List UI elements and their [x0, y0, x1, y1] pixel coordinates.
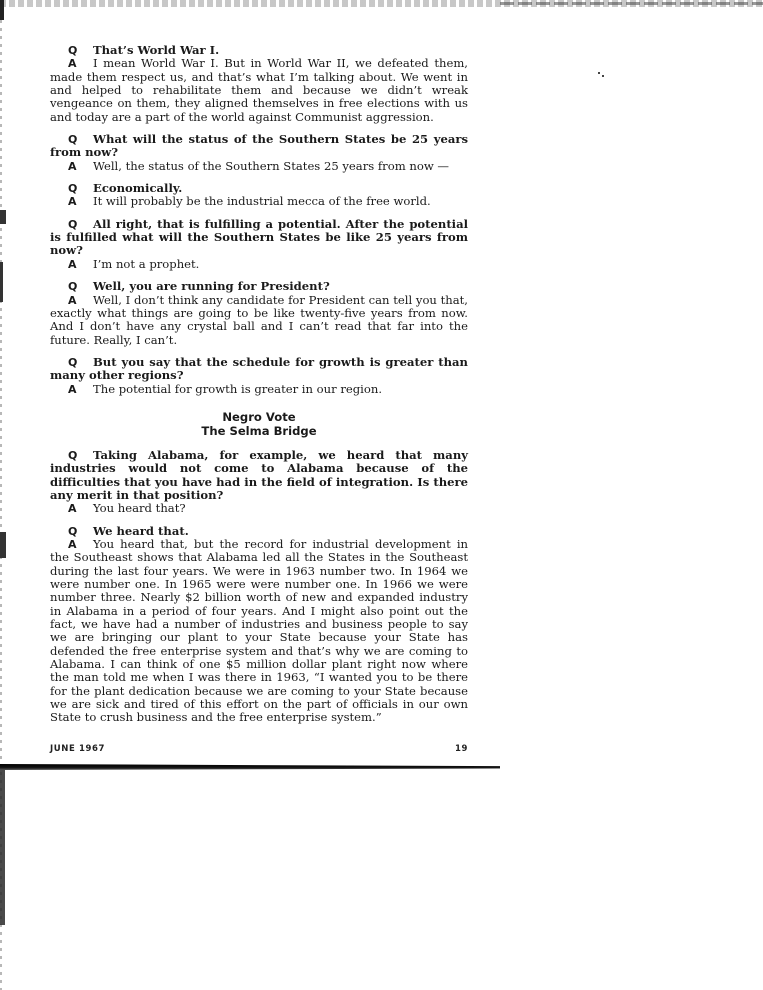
answer-marker: A	[68, 537, 77, 551]
qa-pair	[50, 356, 468, 396]
answer-paragraph	[50, 57, 468, 124]
answer-paragraph	[50, 502, 468, 515]
article-column	[50, 44, 468, 734]
question-marker: Q	[68, 524, 78, 538]
answer-text: You heard that, but the record for industrial development in the Southeast shows that Alabama led all the States in the Southeast during the last four years. We were in 1963 number two. In 1964 we were number one. In 1965 were were number one. In 1966 we were number three. Nearly $2 billion worth of new and expanded industry in Alabama in a period of four years. And I might also point out the fact, we have had a number of industries and business people to say we are bringing our plant to your State because your State has defended the free enterprise system and that’s why we are coming to Alabama. I can think of one $5 million dollar plant right now where the man told me when I was there in 1963, “I wanted you to be there for the plant dedication because we are coming to your State because we are sick and tired of this effort on the part of officials in our own State to crush business and the free enterprise system.”	[50, 536, 468, 725]
answer-text: I mean World War I. But in World War II, we defeated them, made them respect us, and that’s what I’m talking about. We went in and helped to rehabilitate them and because we didn’t wreak vengeance on them, they aligned themselves in free elections with us and today are a part of the world against Communist aggression.	[50, 56, 468, 124]
question-paragraph	[50, 44, 468, 57]
qa-pair	[50, 182, 468, 209]
question-paragraph	[50, 133, 468, 160]
scan-left-tick	[0, 532, 6, 558]
qa-pair	[50, 44, 468, 124]
answer-text: It will probably be the industrial mecca of the free world.	[93, 194, 431, 209]
question-paragraph	[50, 525, 468, 538]
question-marker: Q	[68, 280, 78, 294]
scan-left-tick	[0, 210, 6, 224]
scan-left-tick	[0, 262, 3, 302]
question-marker: Q	[68, 355, 78, 369]
issue-date: JUNE 1967	[50, 744, 106, 754]
section-heading	[50, 410, 468, 438]
answer-marker: A	[68, 195, 77, 209]
answer-text: Well, I don’t think any candidate for President can tell you that, exactly what things are going to be like twenty-five years from now. And I don’t have any crystal ball and I can’t read that far into the future. Really, I can’t.	[50, 292, 468, 347]
question-text: What will the status of the Southern States be 25 years from now?	[50, 132, 468, 160]
question-paragraph	[50, 218, 468, 258]
qa-pair	[50, 449, 468, 516]
scan-corner-mark	[0, 0, 4, 20]
answer-marker: A	[68, 502, 77, 516]
question-text: Well, you are running for President?	[93, 279, 330, 294]
question-text: But you say that the schedule for growth is greater than many other regions?	[50, 354, 468, 383]
question-text: All right, that is fulfilling a potential. After the potential is fulfilled what will the Southern States be like 25 years from now?	[50, 216, 468, 258]
answer-paragraph	[50, 258, 468, 271]
answer-text: The potential for growth is greater in our region.	[93, 381, 383, 396]
answer-paragraph	[50, 294, 468, 347]
question-paragraph	[50, 182, 468, 195]
page-bottom-rule	[0, 764, 500, 770]
answer-text: Well, the status of the Southern States 25 years from now —	[93, 158, 450, 173]
answer-text: You heard that?	[93, 501, 186, 516]
scan-speck	[598, 72, 604, 76]
answer-paragraph	[50, 538, 468, 725]
qa-pair	[50, 133, 468, 173]
question-text: We heard that.	[93, 523, 189, 538]
qa-pair	[50, 280, 468, 347]
question-paragraph	[50, 449, 468, 502]
section-heading-line: The Selma Bridge	[201, 423, 317, 438]
question-paragraph	[50, 280, 468, 293]
question-text: Economically.	[93, 181, 183, 196]
question-text: Taking Alabama, for example, we heard that many industries would not come to Alabama because of the difficulties that you have had in the field of integration. Is there any merit in that position?	[50, 447, 468, 502]
qa-pair	[50, 525, 468, 725]
question-paragraph	[50, 356, 468, 383]
question-marker: Q	[68, 448, 78, 462]
page-number: 19	[455, 744, 469, 754]
scan-top-edge-dark	[500, 2, 763, 5]
question-marker: Q	[68, 133, 78, 147]
answer-marker: A	[68, 57, 77, 71]
section-heading-line: Negro Vote	[222, 409, 296, 424]
scan-left-edge-dark	[0, 765, 5, 925]
answer-marker: A	[68, 382, 77, 396]
qa-pair	[50, 218, 468, 271]
answer-text: I’m not a prophet.	[93, 256, 200, 271]
answer-paragraph	[50, 160, 468, 173]
answer-marker: A	[68, 257, 77, 271]
question-text: That’s World War I.	[93, 43, 220, 57]
answer-paragraph	[50, 383, 468, 396]
answer-paragraph	[50, 195, 468, 208]
answer-marker: A	[68, 159, 77, 173]
question-marker: Q	[68, 217, 78, 231]
question-marker: Q	[68, 44, 78, 57]
question-marker: Q	[68, 182, 78, 196]
answer-marker: A	[68, 293, 77, 307]
